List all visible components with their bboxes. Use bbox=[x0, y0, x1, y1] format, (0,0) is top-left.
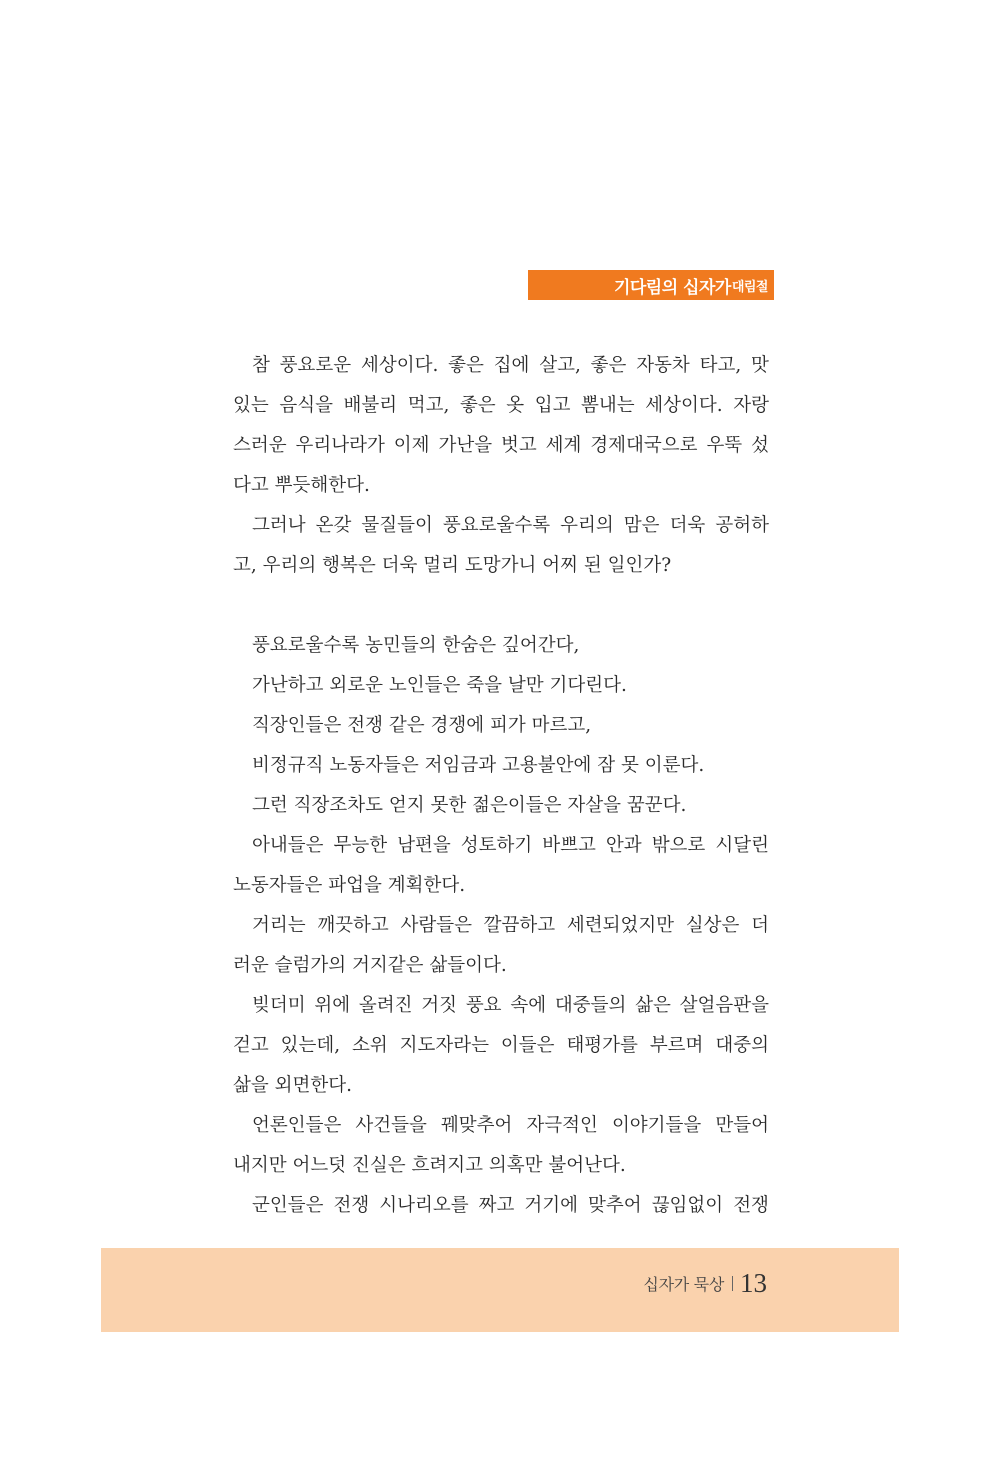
word: 공허하 bbox=[715, 515, 769, 536]
word: 더 bbox=[751, 915, 769, 936]
chapter-title: 기다림의 십자가 bbox=[613, 277, 731, 298]
word: 군인들은 bbox=[252, 1195, 324, 1216]
word: 전쟁 bbox=[733, 1195, 769, 1216]
text-line bbox=[233, 906, 769, 946]
text-line: 삶을 외면한다. bbox=[233, 1075, 352, 1096]
word: 자랑 bbox=[733, 395, 769, 416]
word: 우뚝 bbox=[706, 435, 743, 456]
text-line: 비정규직 노동자들은 저임금과 고용불안에 잠 못 이룬다. bbox=[252, 755, 705, 776]
word: 실상은 bbox=[685, 915, 740, 936]
text-line: 그런 직장조차도 얻지 못한 젊은이들은 자살을 꿈꾼다. bbox=[252, 795, 687, 816]
text-line: 내지만 어느덧 진실은 흐려지고 의혹만 불어난다. bbox=[233, 1155, 626, 1176]
footer-band bbox=[101, 1248, 899, 1332]
text-line: 러운 슬럼가의 거지같은 삶들이다. bbox=[233, 955, 507, 976]
word: 무능한 bbox=[333, 835, 388, 856]
word: 살고, bbox=[539, 355, 581, 376]
word: 우리나라가 bbox=[295, 435, 385, 456]
word: 태평가를 bbox=[566, 1035, 638, 1056]
word: 먹고, bbox=[407, 395, 450, 416]
word: 집에 bbox=[493, 355, 530, 376]
word: 좋은 bbox=[448, 355, 484, 376]
text-line: 풍요로울수록 농민들의 한숨은 깊어간다, bbox=[252, 635, 580, 656]
word: 위에 bbox=[314, 995, 351, 1016]
word: 시나리오를 bbox=[379, 1195, 469, 1216]
chapter-header-bar bbox=[528, 270, 774, 300]
word: 온갖 bbox=[315, 515, 352, 536]
word: 타고, bbox=[699, 355, 742, 376]
word: 스러운 bbox=[233, 435, 287, 456]
word: 입고 bbox=[534, 395, 571, 416]
text-line bbox=[233, 346, 769, 386]
word: 이들은 bbox=[500, 1035, 555, 1056]
word: 경제대국으로 bbox=[590, 435, 698, 456]
word: 뽐내는 bbox=[581, 395, 635, 416]
blank-line bbox=[233, 586, 769, 626]
footer-separator bbox=[732, 1276, 733, 1291]
word: 끊임없이 bbox=[651, 1195, 724, 1216]
chapter-subtitle: 대림절 bbox=[731, 279, 768, 295]
word: 풍요 bbox=[465, 995, 502, 1016]
word: 성토하기 bbox=[460, 835, 533, 856]
word: 꿰맞추어 bbox=[440, 1115, 513, 1136]
word: 좋은 bbox=[459, 395, 496, 416]
word: 세상이다. bbox=[360, 355, 439, 376]
word: 있는 bbox=[233, 395, 269, 416]
word: 소위 bbox=[352, 1035, 388, 1056]
word: 풍요로울수록 bbox=[442, 515, 551, 536]
word: 시달린 bbox=[715, 835, 769, 856]
word: 더욱 bbox=[669, 515, 706, 536]
word: 벗고 bbox=[500, 435, 537, 456]
word: 살얼음판을 bbox=[679, 995, 769, 1016]
word: 바쁘고 bbox=[542, 835, 596, 856]
word: 우리의 bbox=[560, 515, 614, 536]
word: 사람들은 bbox=[400, 915, 472, 936]
word: 깨끗하고 bbox=[317, 915, 389, 936]
word: 있는데, bbox=[280, 1035, 341, 1056]
word: 참 bbox=[252, 355, 270, 376]
word: 옷 bbox=[506, 395, 525, 416]
page-number: 13 bbox=[740, 1268, 767, 1298]
word: 배불리 bbox=[343, 395, 398, 416]
word: 짜고 bbox=[478, 1195, 515, 1216]
word: 자극적인 bbox=[526, 1115, 598, 1136]
word: 빚더미 bbox=[252, 995, 306, 1016]
word: 남편을 bbox=[397, 835, 451, 856]
word: 걷고 bbox=[233, 1035, 269, 1056]
word: 올려진 bbox=[358, 995, 413, 1016]
word: 가난을 bbox=[438, 435, 493, 456]
word: 대중의 bbox=[715, 1035, 769, 1056]
word: 속에 bbox=[510, 995, 547, 1016]
text-line bbox=[233, 1186, 769, 1226]
word: 세상이다. bbox=[645, 395, 723, 416]
text-line bbox=[233, 1026, 769, 1066]
word: 삶은 bbox=[635, 995, 671, 1016]
word: 그러나 bbox=[252, 515, 306, 536]
text-line: 고, 우리의 행복은 더욱 멀리 도망가니 어찌 된 일인가? bbox=[233, 555, 672, 576]
word: 맛 bbox=[751, 355, 769, 376]
word: 거짓 bbox=[421, 995, 458, 1016]
running-footer bbox=[643, 1268, 767, 1299]
word: 이제 bbox=[393, 435, 430, 456]
word: 밖으로 bbox=[651, 835, 706, 856]
book-title: 십자가 묵상 bbox=[643, 1275, 724, 1294]
word: 부르며 bbox=[649, 1035, 704, 1056]
text-line: 가난하고 외로운 노인들은 죽을 날만 기다린다. bbox=[252, 675, 627, 696]
text-line: 노동자들은 파업을 계획한다. bbox=[233, 875, 466, 896]
word: 이야기들을 bbox=[611, 1115, 702, 1136]
text-line bbox=[233, 826, 769, 866]
text-line bbox=[233, 426, 769, 466]
word: 깔끔하고 bbox=[483, 915, 556, 936]
word: 세계 bbox=[545, 435, 582, 456]
word: 대중들의 bbox=[554, 995, 627, 1016]
word: 섰 bbox=[751, 435, 769, 456]
word: 좋은 bbox=[590, 355, 627, 376]
word: 풍요로운 bbox=[279, 355, 352, 376]
word: 맘은 bbox=[623, 515, 660, 536]
word: 맞추어 bbox=[588, 1195, 642, 1216]
word: 거기에 bbox=[524, 1195, 579, 1216]
text-line bbox=[233, 386, 769, 426]
word: 음식을 bbox=[279, 395, 333, 416]
word: 아내들은 bbox=[252, 835, 324, 856]
word: 만들어 bbox=[715, 1115, 769, 1136]
text-line: 직장인들은 전쟁 같은 경쟁에 피가 마르고, bbox=[252, 715, 592, 736]
word: 사건들을 bbox=[355, 1115, 427, 1136]
text-line bbox=[233, 506, 769, 546]
word: 자동차 bbox=[636, 355, 690, 376]
word: 지도자라는 bbox=[399, 1035, 490, 1056]
text-line: 다고 뿌듯해한다. bbox=[233, 475, 370, 496]
word: 전쟁 bbox=[333, 1195, 370, 1216]
word: 물질들이 bbox=[361, 515, 433, 536]
text-line bbox=[233, 986, 769, 1026]
text-line bbox=[233, 1106, 769, 1146]
word: 거리는 bbox=[252, 915, 306, 936]
word: 언론인들은 bbox=[252, 1115, 342, 1136]
body-text bbox=[233, 346, 769, 1226]
word: 세련되었지만 bbox=[566, 915, 675, 936]
word: 안과 bbox=[605, 835, 642, 856]
